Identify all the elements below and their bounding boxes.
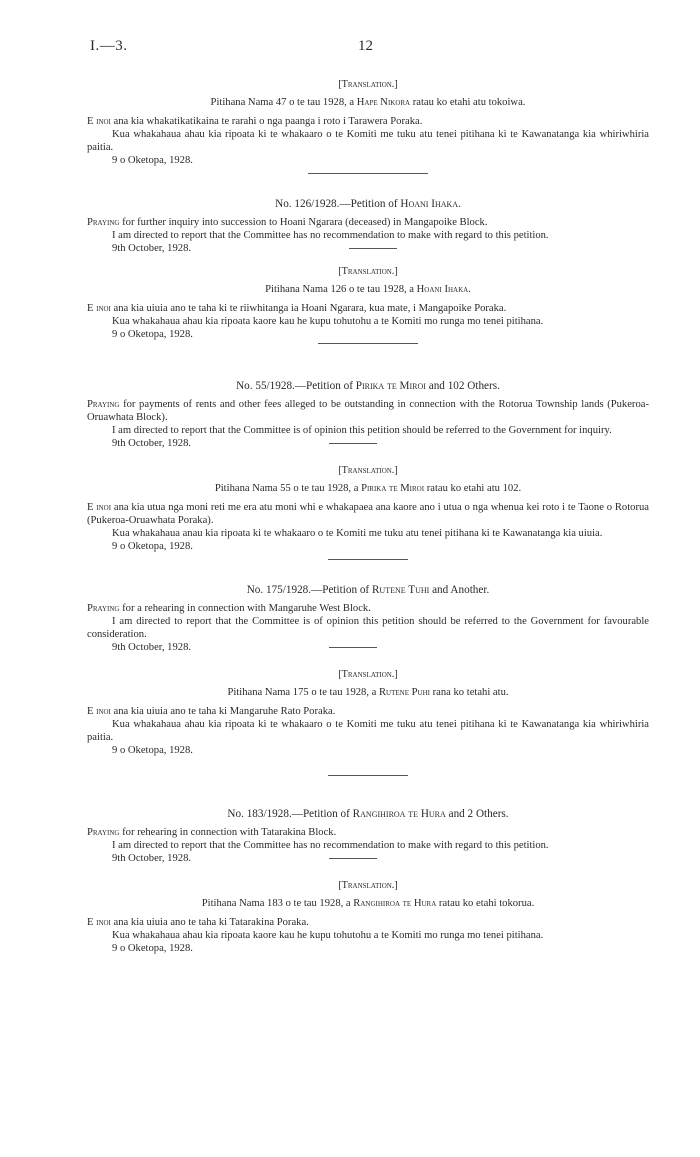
report-paragraph: I am directed to report that the Committee has no recommendation to make with regard to this petition. (112, 840, 549, 851)
report-date: 9 o Oketopa, 1928. (112, 155, 193, 166)
petitioner-name: Hoani Ihaka (400, 198, 459, 210)
prayer-paragraph: E inoi ana kia uiuia ano te taha ki te riiwhitanga ia Hoani Ngarara, kua mate, i Mangapoike Poraka. (87, 303, 507, 314)
report-date-row (87, 242, 649, 255)
page-content (87, 78, 649, 955)
petitioner-name: Rangihiroa te Hura (353, 898, 437, 909)
petition-section-47 (87, 78, 649, 174)
prayer-paragraph: E inoi ana kia uiuia ano te taha ki Mangaruhe Rato Poraka. (87, 706, 336, 717)
page-number: 12 (358, 38, 373, 54)
report-date-row (87, 437, 649, 450)
petitioner-name: Rutene Puhi (378, 687, 430, 698)
report-paragraph: Kua whakahaua ahau kia ripoata ki te whakaaro o te Komiti me tuku atu tenei pitihana ki te Kawanatanga kia whiriwhiria paitia. (87, 719, 649, 743)
prayer-paragraph: Praying for further inquiry into succession to Hoani Ngarara (deceased) in Mangapoike Block. (87, 217, 488, 228)
short-divider (329, 647, 377, 648)
section-divider (318, 343, 418, 344)
petition-section-126 (87, 198, 649, 344)
report-date: 9th October, 1928. (112, 438, 192, 449)
prayer-paragraph: Praying for payments of rents and other fees alleged to be outstanding in connection with the Rotorua Township lands (Pukeroa-Oruawhata Block). (87, 399, 649, 423)
prayer-paragraph: Praying for rehearing in connection with Tatarakina Block. (87, 827, 337, 838)
translation-label: [Translation.] (338, 465, 398, 476)
short-divider (349, 248, 397, 249)
report-date: 9th October, 1928. (112, 853, 192, 864)
report-paragraph: Kua whakahaua anau kia ripoata ki te whakaaro o te Komiti me tuku atu tenei pitihana ki te Kawanatanga kia uiuia. (112, 528, 603, 539)
petition-section-183 (87, 808, 649, 955)
report-paragraph: Kua whakahaua ahau kia ripoata ki te whakaaro o te Komiti me tuku atu tenei pitihana ki te Kawanatanga kia whiriwhiria paitia. (87, 129, 649, 153)
translation-title: Pitihana Nama 175 o te tau 1928, a Rutene Puhi rana ko tetahi atu. (227, 687, 509, 698)
report-date: 9th October, 1928. (112, 642, 192, 653)
petitioner-name: Rutene Tuhi (371, 584, 430, 596)
prayer-paragraph: E inoi ana kia uiuia ano te taha ki Tatarakina Poraka. (87, 917, 309, 928)
translation-title: Pitihana Nama 55 o te tau 1928, a Pirika te Miroi ratau ko etahi atu 102. (214, 483, 522, 494)
prayer-paragraph: Praying for a rehearing in connection with Mangaruhe West Block. (87, 603, 371, 614)
section-divider (308, 173, 428, 174)
translation-title: Pitihana Nama 126 o te tau 1928, a Hoani Ihaka. (265, 284, 471, 295)
petitioner-name: Rangihiroa te Hura (352, 808, 446, 820)
prayer-paragraph: E inoi ana kia utua nga moni reti me era atu moni whi e whakapaea ana kaore ano i utua o nga whenua kei roto i te Taone o Rotorua (Pukeroa-Oruawhata Poraka). (87, 502, 649, 526)
report-paragraph: Kua whakahaua ahau kia ripoata kaore kau he kupu tohutohu a te Komiti mo runga mo tenei pitihana. (112, 316, 544, 327)
translation-label: [Translation.] (338, 266, 398, 277)
petitioner-name: Hape Nikora (356, 97, 411, 108)
petition-title: No. 55/1928.—Petition of Pirika te Miroi and 102 Others. (236, 380, 500, 392)
petitioner-name: Hoani Ihaka (416, 284, 469, 295)
translation-label: [Translation.] (338, 79, 398, 90)
report-date-row (87, 641, 649, 654)
petitioner-name: Pirika te Miroi (361, 483, 425, 494)
petition-section-175 (87, 584, 649, 776)
translation-label: [Translation.] (338, 880, 398, 891)
petition-section-55 (87, 380, 649, 560)
translation-title: Pitihana Nama 47 o te tau 1928, a Hape Nikora ratau ko etahi atu tokoiwa. (210, 97, 526, 108)
petition-title: No. 126/1928.—Petition of Hoani Ihaka. (275, 198, 461, 210)
translation-title: Pitihana Nama 183 o te tau 1928, a Rangihiroa te Hura ratau ko etahi tokorua. (201, 898, 535, 909)
report-date: 9 o Oketopa, 1928. (112, 943, 193, 954)
petition-title: No. 183/1928.—Petition of Rangihiroa te Hura and 2 Others. (227, 808, 509, 820)
report-date: 9th October, 1928. (112, 243, 192, 254)
translation-label: [Translation.] (338, 669, 398, 680)
prayer-paragraph: E inoi ana kia whakatikatikaina te rarahi o nga paanga i roto i Tarawera Poraka. (87, 116, 423, 127)
petitioner-name: Pirika te Miroi (355, 380, 426, 392)
report-date: 9 o Oketopa, 1928. (112, 745, 193, 756)
report-paragraph: I am directed to report that the Committee has no recommendation to make with regard to this petition. (112, 230, 549, 241)
short-divider (329, 443, 377, 444)
report-date: 9 o Oketopa, 1928. (112, 541, 193, 552)
short-divider (329, 858, 377, 859)
report-paragraph: I am directed to report that the Committee is of opinion this petition should be referred to the Government for favourable consideration. (87, 616, 649, 640)
report-date-row (87, 852, 649, 865)
petition-title: No. 175/1928.—Petition of Rutene Tuhi and Another. (246, 584, 490, 596)
report-code: I.—3. (90, 38, 128, 54)
report-date: 9 o Oketopa, 1928. (112, 329, 193, 340)
report-paragraph: I am directed to report that the Committee is of opinion this petition should be referred to the Government for inquiry. (112, 425, 612, 436)
section-divider (328, 775, 408, 776)
section-divider (328, 559, 408, 560)
report-paragraph: Kua whakahaua ahau kia ripoata kaore kau he kupu tohutohu a te Komiti mo runga mo tenei pitihana. (112, 930, 544, 941)
